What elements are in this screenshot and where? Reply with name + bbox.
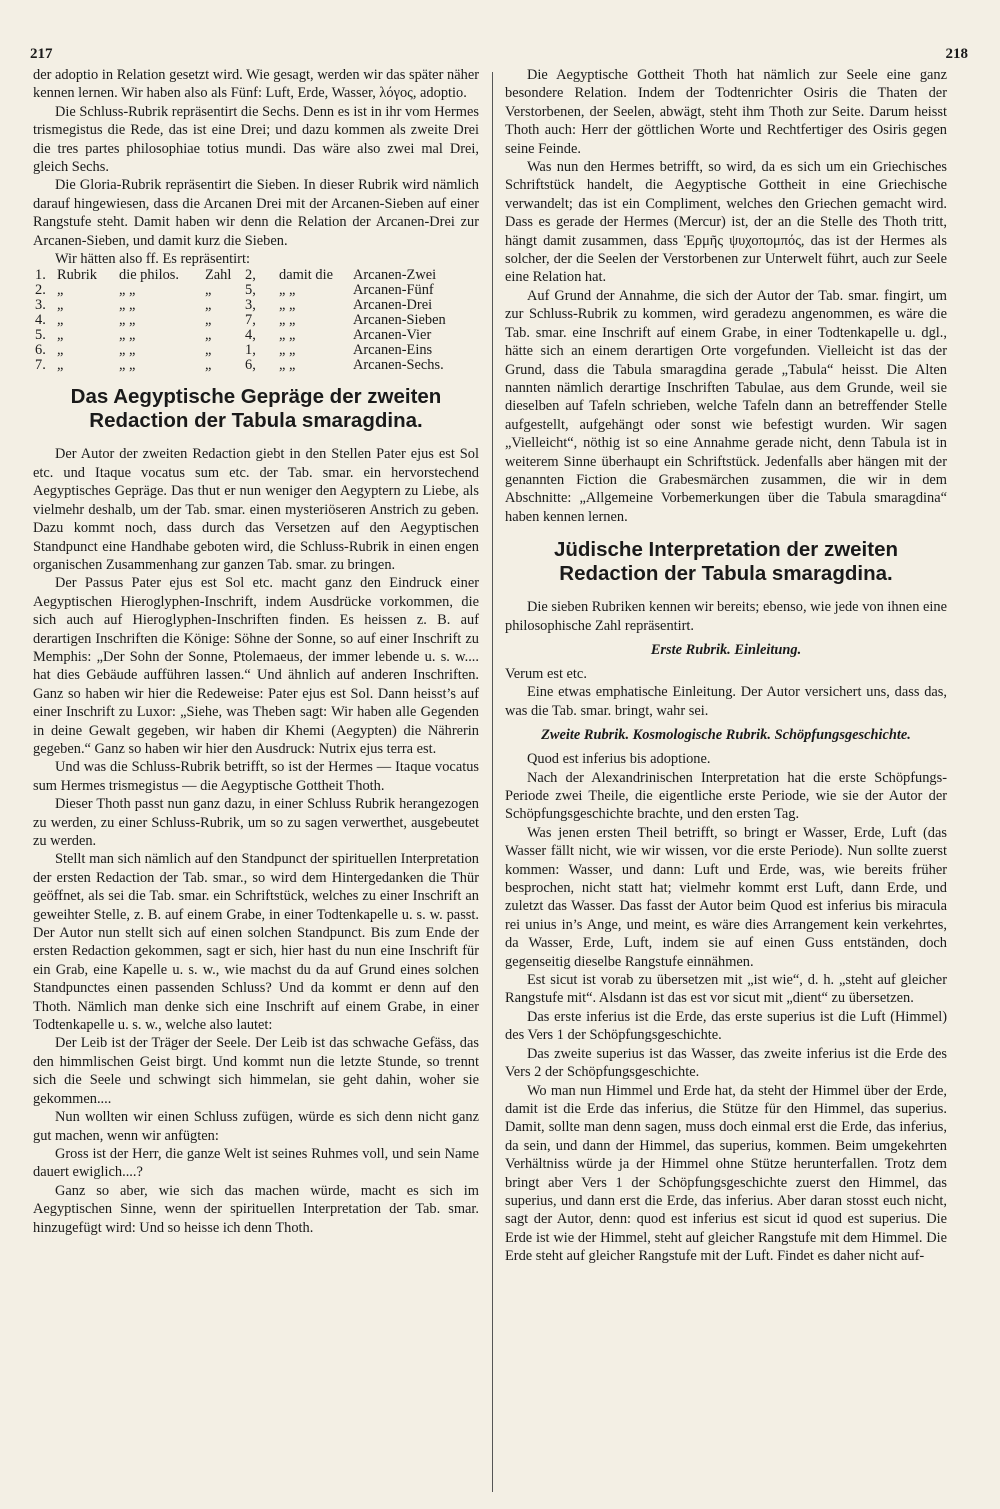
- table-cell: „: [57, 297, 64, 314]
- paragraph: Und was die Schluss-Rubrik betrifft, so ist der Hermes — Itaque vocatus sum Hermes trismegistus — die Aegyptische Gottheit Thoth.: [33, 759, 479, 794]
- table-cell: „: [57, 312, 64, 329]
- rubric-table: [35, 268, 475, 373]
- paragraph: Die Schluss-Rubrik repräsentirt die Sechs. Denn es ist in ihr vom Hermes trismegistus die Rede, das ist eine Drei; und dazu kommen als zweite Drei die tres partes philosophiae totius mundi. Das wäre also zwei mal Drei, gleich Sechs.: [33, 103, 479, 176]
- table-row: [35, 298, 475, 313]
- left-column: [33, 66, 479, 1237]
- paragraph: Der Autor der zweiten Redaction giebt in den Stellen Pater ejus est Sol etc. und Itaque vocatus sum etc. der Tab. smar. ein hervorstechend Aegyptisches Gepräge. Das thut er nun weniger den Aegyptern zu Liebe, als vielmehr deshalb, um der Tab. smar. einen mysteriöseren Anstrich zu geben. Dazu kommt noch, dass durch das Versetzen auf den Aegyptischen Standpunct eine Handhabe geboten wird, die Schluss-Rubrik in einen engen organischen Zusammenhang zur ganzen Tab. smar. zu bringen.: [33, 446, 479, 573]
- paragraph: Der Passus Pater ejus est Sol etc. macht ganz den Eindruck einer Aegyptischen Hieroglyphen-Inschrift, indem Ausdrücke vorkommen, die sich auch auf Hieroglyphen-Inschriften finden. Es heissen z. B. auf derartigen Inschriften die Könige: Söhne der Sonne, so auf einer Inschrift zu Memphis: „Der Sohn der Sonne, Ptolemaeus, der immer lebende u. s. w.... hat dies Gebäude aufführen lassen.“ Und ähnlich auf anderen Inschriften. Ganz so haben wir hier die Redeweise: Pater ejus est Sol. Dann heisst’s auf einer Inschrift zu Luxor: „Siehe, was Theben sagt: Wir haben alle Gegenden in deine Gewalt gegeben, wir haben dir Khemi (Aegypten) die Nährerin gegeben.“ Ganz so haben wir hier den Ausdruck: Nutrix ejus terra est.: [33, 575, 479, 757]
- table-cell: „ „: [119, 282, 136, 299]
- table-cell: 2.: [35, 282, 46, 299]
- table-cell: 5,: [245, 282, 256, 299]
- paragraph: Wo man nun Himmel und Erde hat, da steht der Himmel über der Erde, damit ist die Erde das inferius, die Stütze für den Himmel, das superius. Damit, sollte man denn sagen, muss doch einmal erst die Erde, das inferius, da sein, und dann der Himmel, das superius, kommen. Beim umgekehrten Verhältniss würde ja der Himmel ohne Stütze herunterfallen. Trotz dem bringt aber Vers 1 der Schöpfungsgeschichte zuerst den Himmel, das superius, und dann erst die Erde, das inferius. Aber daran stosst euch nicht, sagt der Autor, denn: quod est inferius est sicut id quod est superius. Die Erde ist wie der Himmel, steht auf gleicher Rangstufe mit dem Himmel. Die Erde steht auf gleicher Rangstufe mit der Luft. Findet es daher nicht auf-: [505, 1082, 947, 1265]
- paragraph: Quod est inferius bis adoptione.: [527, 751, 711, 768]
- table-cell: Rubrik: [57, 267, 97, 284]
- table-cell: 4,: [245, 327, 256, 344]
- table-row: [35, 313, 475, 328]
- paragraph: Was nun den Hermes betrifft, so wird, da es sich um ein Griechisches Schriftstück handelt, die Aegyptische Gottheit in eine Griechische verwandelt; das ist ein Compliment, welches den Griechen gemacht wird. Dass es gerade der Hermes (Mercur) ist, der an die Stelle des Thoth tritt, hängt damit zusammen, dass Ἑρμῆς ψυχοπομπός, das ist der Hermes als solcher, der die Seelen der Verstorbenen zur Unterwelt führt, auch zur Seele eine Relation hat.: [505, 159, 947, 286]
- table-cell: Arcanen-Fünf: [353, 282, 434, 299]
- table-cell: Arcanen-Vier: [353, 327, 432, 344]
- section-heading: Jüdische Interpretation der zweiten Redaction der Tabula smaragdina.: [553, 538, 898, 586]
- table-cell: „: [205, 312, 212, 329]
- table-cell: „: [205, 282, 212, 299]
- table-cell: „ „: [119, 312, 136, 329]
- table-cell: 3,: [245, 297, 256, 314]
- table-cell: 4.: [35, 312, 46, 329]
- paragraph: Stellt man sich nämlich auf den Standpunct der spirituellen Interpretation der ersten Redaction der Tab. smar., so wird dem Hintergedanken die Thür geöffnet, als sei die Tab. smar. ein Schriftstück, welches zu einer Inschrift an geweihter Stelle, z. B. auf einem Grabe, in einer Todtenkapelle u. s. w. passt. Der Autor nun stellt sich auf einen solchen Standpunct. Bis zum Ende der ersten Redaction gekommen, sagt er sich, hier hast du nun eine Inschrift für ein Grab, eine Kapelle u. s. w., wie machst du da auf Grund eines solchen Standpunctes einen passenden Schluss? Und da kommt er denn auf den Thoth. Nämlich man denke sich eine Inschrift auf einem Grabe, in einer Todtenkapelle u. s. w., welche also lautet:: [33, 851, 479, 1034]
- paragraph: Die Gloria-Rubrik repräsentirt die Sieben. In dieser Rubrik wird nämlich darauf hingewiesen, dass die Arcanen Drei mit der Arcanen-Sieben auf einer Rangstufe steht. Damit haben wir denn die Relation der Arcanen-Drei zur Arcanen-Sieben, und damit kurz die Sieben.: [33, 177, 479, 249]
- page-number-left: 217: [30, 46, 53, 62]
- table-row: [35, 358, 475, 373]
- section-heading: Das Aegyptische Gepräge der zweiten Redaction der Tabula smaragdina.: [70, 385, 442, 433]
- table-cell: damit die: [279, 267, 333, 284]
- table-cell: 7,: [245, 312, 256, 329]
- paragraph: Nun wollten wir einen Schluss zufügen, würde es sich denn nicht ganz gut machen, wenn wir anfügten:: [33, 1109, 479, 1144]
- paragraph: Was jenen ersten Theil betrifft, so bringt er Wasser, Erde, Luft (das Wasser fällt nicht, wie wir wissen, vor die erste Periode). Nun sollte zuerst kommen: Wasser, und dann: Luft und Erde, was, wie bereits früher besprochen, nicht statt hat; vielmehr kommt erst Luft, dann Erde, und zuletzt das Wasser. Das fasst der Autor beim Quod est inferius bis miracula rei unius in’s Ange, und meint, es wäre dies Arrangement kein verkehrtes, da Wasser, Erde, Luft, indem sie auf einen Guss entständen, doch gegenseitig dieselbe Rangstufe einnähmen.: [505, 824, 947, 970]
- paragraph: Der Leib ist der Träger der Seele. Der Leib ist das schwache Gefäss, das den himmlischen Geist birgt. Und kommt nun die letzte Stunde, so trennt sich die Seele und schwingt sich himmelan, sie geht dahin, woher sie gekommen....: [33, 1035, 479, 1107]
- table-cell: „ „: [279, 342, 296, 359]
- table-cell: 5.: [35, 327, 46, 344]
- table-cell: 6,: [245, 357, 256, 374]
- table-cell: „ „: [279, 282, 296, 299]
- table-cell: Arcanen-Eins: [353, 342, 433, 359]
- table-cell: „: [205, 327, 212, 344]
- paragraph: Eine etwas emphatische Einleitung. Der Autor versichert uns, dass das, was die Tab. smar. bringt, wahr sei.: [505, 684, 947, 719]
- table-row: [35, 268, 475, 283]
- table-cell: „ „: [119, 342, 136, 359]
- table-cell: „: [205, 357, 212, 374]
- paragraph: Wir hätten also ff. Es repräsentirt:: [55, 251, 250, 268]
- table-cell: „: [57, 327, 64, 344]
- paragraph: Das erste inferius ist die Erde, das erste superius ist die Luft (Himmel) des Vers 1 der Schöpfungsgeschichte.: [505, 1008, 947, 1044]
- paragraph: der adoptio in Relation gesetzt wird. Wie gesagt, werden wir das später näher kennen lernen. Wir haben also als Fünf: Luft, Erde, Wasser, λόγος, adoptio.: [33, 67, 479, 102]
- table-row: [35, 343, 475, 358]
- table-cell: 6.: [35, 342, 46, 359]
- paragraph: Gross ist der Herr, die ganze Welt ist seines Ruhmes voll, und sein Name dauert ewiglich....?: [33, 1145, 479, 1181]
- paragraph: Nach der Alexandrinischen Interpretation hat die erste Schöpfungs-Periode zwei Theile, die eigentliche erste Periode, wie sie der Autor der Schöpfungsgeschichte brachte, und den ersten Tag.: [505, 769, 947, 823]
- table-cell: „: [57, 357, 64, 374]
- table-cell: 7.: [35, 357, 46, 374]
- table-cell: „ „: [279, 327, 296, 344]
- table-cell: 1,: [245, 342, 256, 359]
- table-cell: „ „: [279, 297, 296, 314]
- page-number-right: 218: [945, 46, 968, 62]
- table-cell: 1.: [35, 267, 46, 284]
- subsection-heading: Zweite Rubrik. Kosmologische Rubrik. Schöpfungsgeschichte.: [541, 727, 911, 744]
- table-cell: „: [205, 297, 212, 314]
- table-cell: „ „: [119, 357, 136, 374]
- subsection-heading: Erste Rubrik. Einleitung.: [650, 641, 802, 658]
- table-row: [35, 328, 475, 343]
- paragraph: Auf Grund der Annahme, die sich der Autor der Tab. smar. fingirt, um zur Schluss-Rubrik zu kommen, wird geradezu angenommen, es wäre die Tab. smar. eine Inschrift auf einem Grabe, in einer Todtenkapelle u. dgl., hätte sich an einem derartigen Orte vorgefunden. Vielleicht ist das der Grund, dass die Tabula smaragdina gerade „Tabula“ heisst. Die Alten nannten nämlich derartige Inschriften Tabulae, aus dem Grunde, weil sie dieselben auf Tafeln schrieben, welche Tafeln dann an betreffender Stelle aufgestellt, aufgehängt oder sonst wie befestigt wurden. Wir sagen „Vielleicht“, nöthig ist so eine Annahme gerade nicht, denn Tabula ist in weiterem Sinne überhaupt ein Schriftstück. Jedenfalls aber hängen mit der genannten Fiction die Grabesmärchen zusammen, die wir in dem Abschnitte: „Allgemeine Vorbemerkungen über die Tabula smaragdina“ haben kennen lernen.: [505, 287, 947, 525]
- table-cell: Arcanen-Drei: [353, 297, 433, 314]
- paragraph: Das zweite superius ist das Wasser, das zweite inferius ist die Erde des Vers 2 der Schöpfungsgeschichte.: [505, 1045, 947, 1081]
- table-cell: Zahl: [205, 267, 232, 284]
- paragraph: Dieser Thoth passt nun ganz dazu, in einer Schluss Rubrik herangezogen zu werden, zu einer Schluss-Rubrik, um so zu sagen verwerthet, ausgebeutet zu werden.: [33, 796, 479, 849]
- table-cell: „ „: [279, 357, 296, 374]
- table-cell: Arcanen-Zwei: [353, 267, 437, 284]
- table-cell: „ „: [119, 327, 136, 344]
- table-cell: die philos.: [119, 267, 179, 284]
- table-cell: „: [57, 282, 64, 299]
- paragraph: Ganz so aber, wie sich das machen würde, macht es sich im Aegyptischen Sinne, wenn der spirituellen Interpretation der Tab. smar. hinzugefügt wird: Und so heisse ich denn Thoth.: [33, 1182, 479, 1236]
- paragraph: Verum est etc.: [505, 665, 587, 682]
- right-column: [505, 66, 947, 1266]
- paragraph: Est sicut ist vorab zu übersetzen mit „ist wie“, d. h. „steht auf gleicher Rangstufe mit“. Alsdann ist das est vor sicut mit „dient“ zu übersetzen.: [505, 972, 947, 1007]
- table-cell: „ „: [279, 312, 296, 329]
- table-cell: „: [57, 342, 64, 359]
- table-cell: Arcanen-Sechs.: [353, 357, 444, 374]
- paragraph: Die sieben Rubriken kennen wir bereits; ebenso, wie jede von ihnen eine philosophische Zahl repräsentirt.: [505, 599, 947, 634]
- column-divider: [492, 72, 493, 1492]
- table-cell: „: [205, 342, 212, 359]
- table-cell: 2,: [245, 267, 256, 284]
- paragraph: Die Aegyptische Gottheit Thoth hat nämlich zur Seele eine ganz besondere Relation. Indem der Todtenrichter Osiris die Thaten der Verstorbenen, der Seelen, abwägt, steht ihm Thoth zur Seite. Darum heisst Thoth auch: Herr der göttlichen Worte und Rechtfertiger des Osiris gegen seine Feinde.: [505, 67, 947, 157]
- table-cell: Arcanen-Sieben: [353, 312, 446, 329]
- table-row: [35, 283, 475, 298]
- table-cell: 3.: [35, 297, 46, 314]
- table-cell: „ „: [119, 297, 136, 314]
